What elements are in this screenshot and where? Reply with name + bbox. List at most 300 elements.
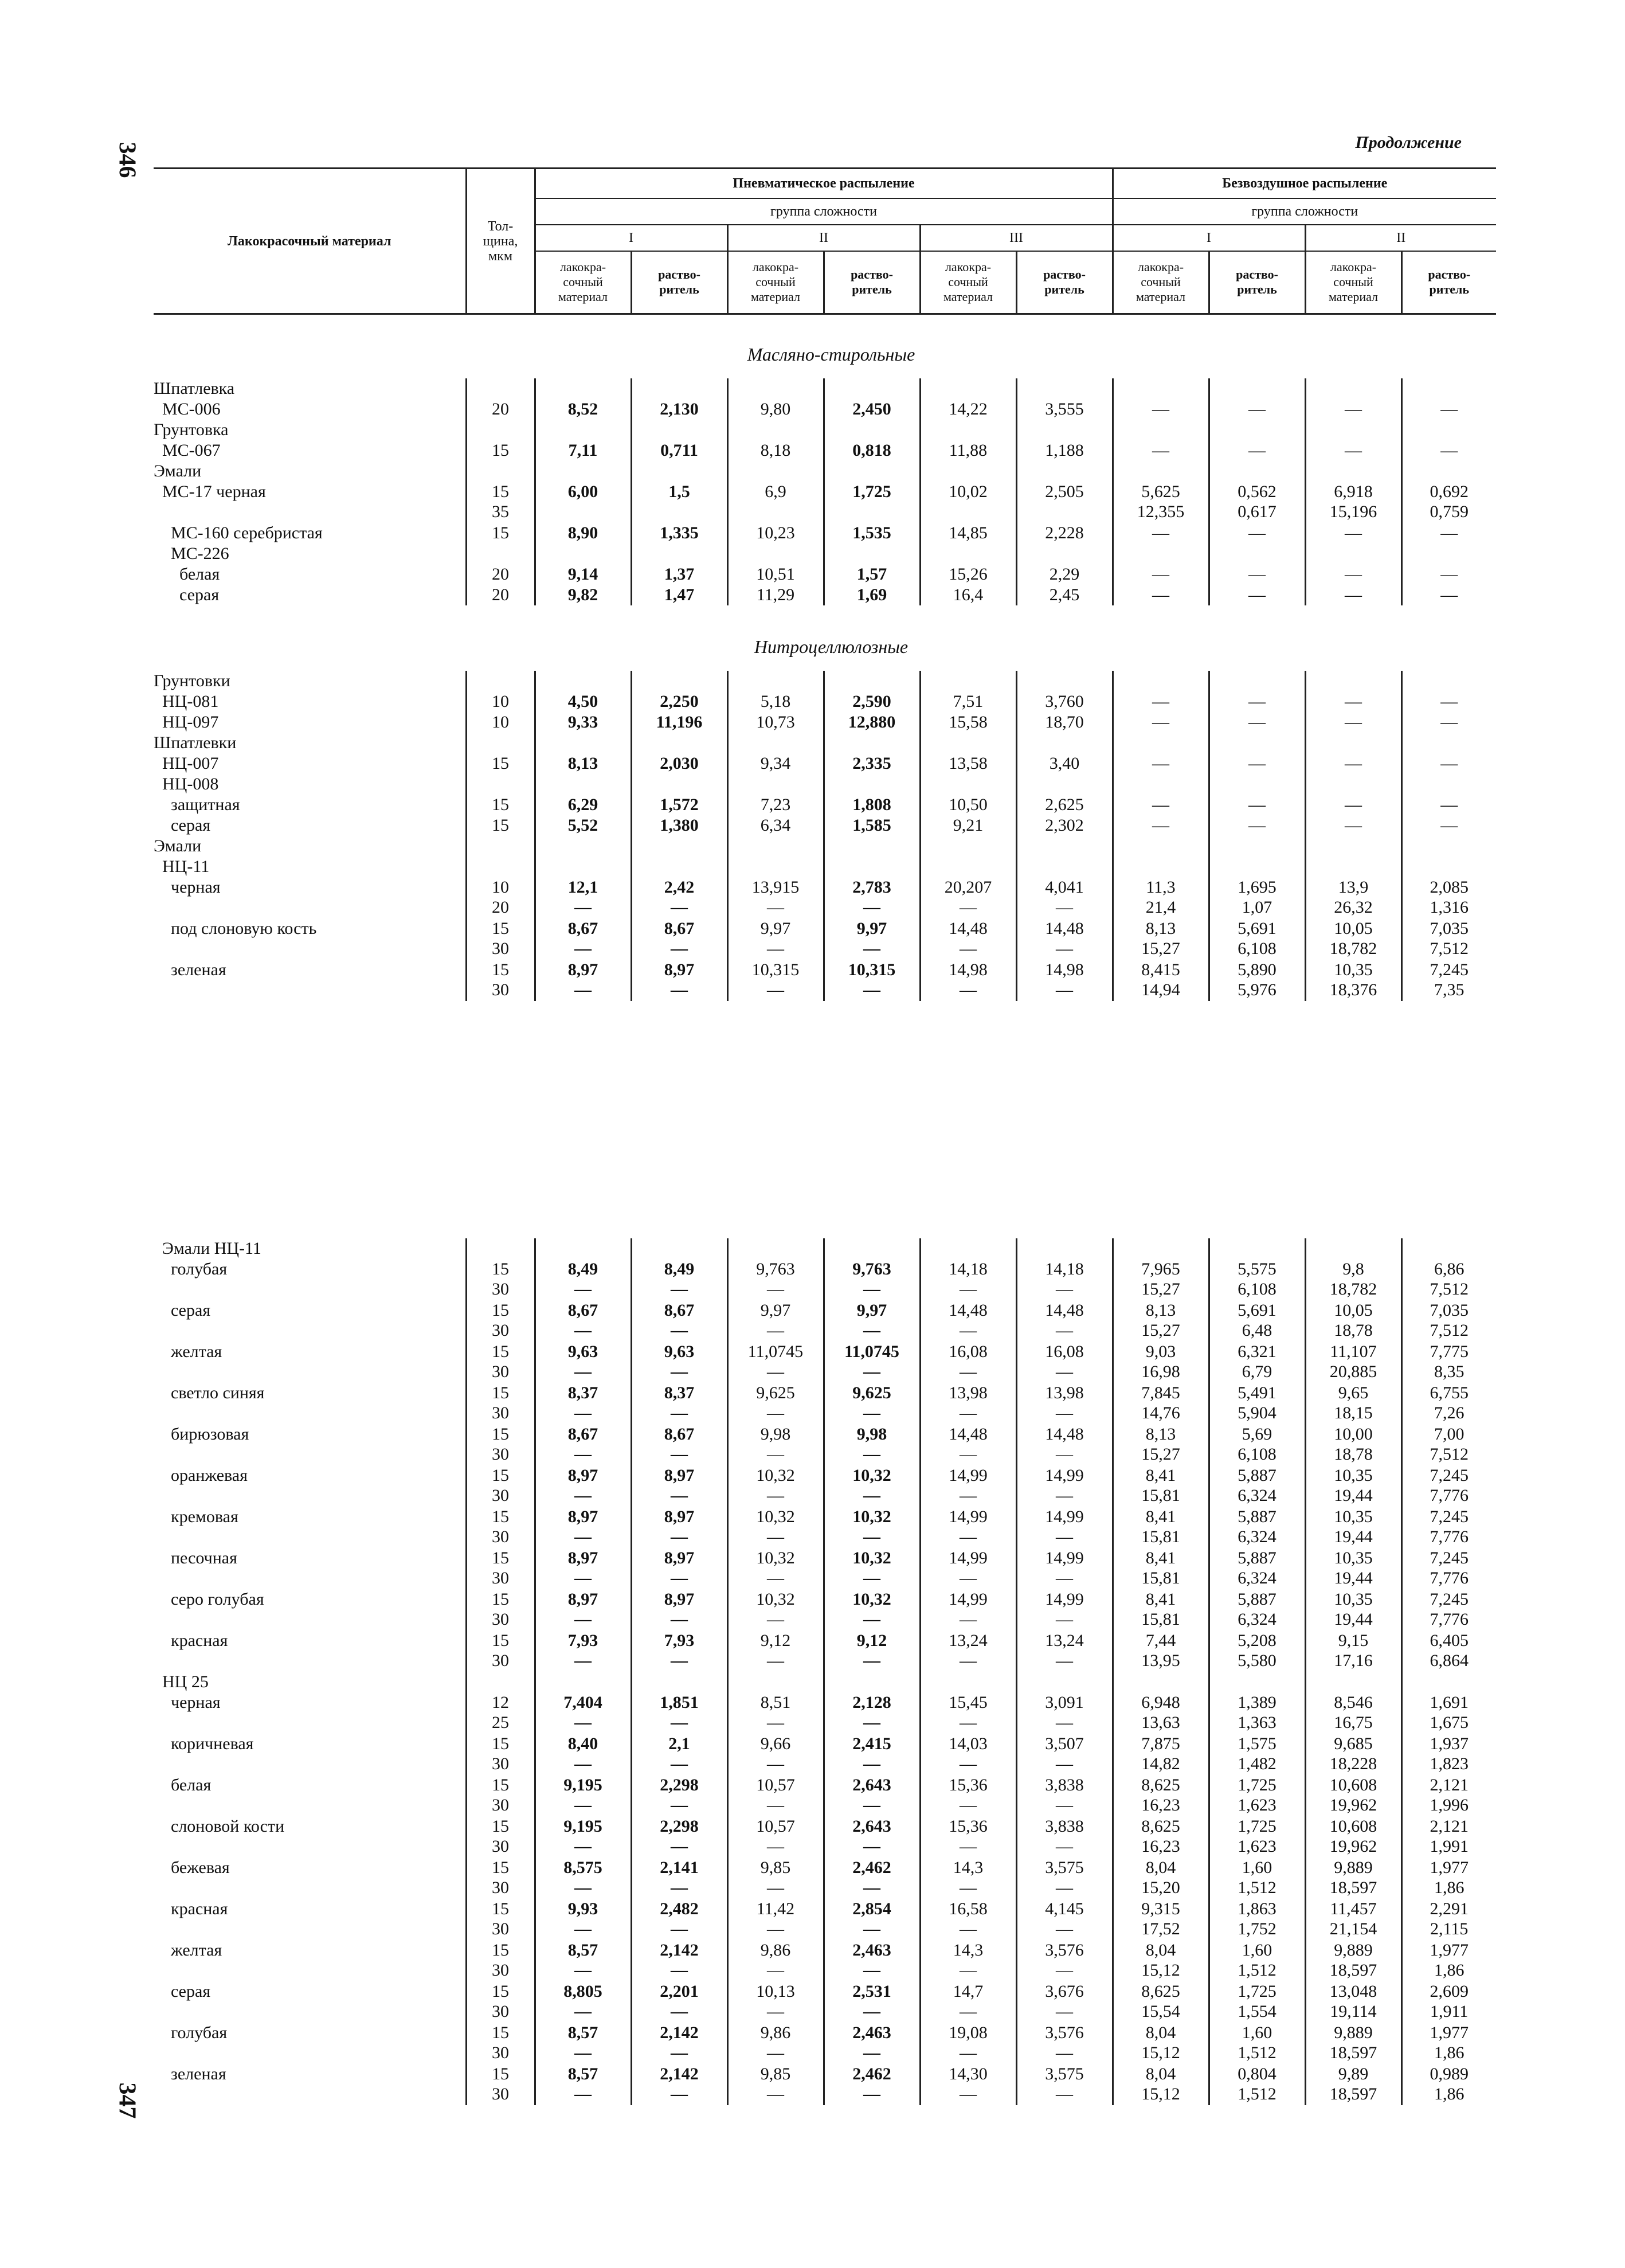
value-cell: 7,44 13,95 [1113,1630,1209,1672]
value-cell: 14,99 — [1016,1548,1113,1589]
value-cell [920,836,1016,857]
value-cell: 14,98 — [920,960,1016,1001]
value-cell: 7,93 — [535,1630,631,1672]
value-cell [824,1672,920,1692]
table-row [154,1940,1496,1981]
value-cell: 14,18 — [920,1259,1016,1300]
value-cell: 10,73 [727,712,824,733]
value-cell: 8,57 — [535,1940,631,1981]
value-cell: — [1209,585,1305,605]
value-cell [1401,461,1496,482]
material-name: голубая [154,1260,228,1278]
thickness-cell: 15 30 [466,1507,535,1548]
value-cell: — [1113,691,1209,712]
material-name: белая [154,1776,212,1794]
table-row [154,877,1496,918]
value-cell: 0,711 [631,440,727,461]
value-cell: 1,37 [631,564,727,585]
thickness-cell: 15 30 [466,1548,535,1589]
value-cell: 9,12 — [824,1630,920,1672]
material-name: Шпатлевка [154,379,235,398]
material-name: красная [154,1631,228,1650]
thickness-cell [466,836,535,857]
value-cell: 8,37 — [535,1383,631,1424]
value-cell: 2,030 [631,753,727,774]
value-cell: 6,755 7,26 [1401,1383,1496,1424]
material-name: голубая [154,2023,228,2042]
value-cell: 18,70 [1016,712,1113,733]
value-cell: 10,32 — [824,1507,920,1548]
value-cell: 8,13 15,27 [1113,1424,1209,1465]
value-cell [727,378,824,399]
value-cell: 13,98 — [1016,1383,1113,1424]
thickness-cell: 15 30 [466,1342,535,1383]
value-cell: 1,5 [631,482,727,523]
value-cell [1016,543,1113,564]
value-cell [727,543,824,564]
value-cell: 8,805 — [535,1981,631,2023]
value-cell: 9,86 — [727,2023,824,2064]
value-cell: 9,889 18,597 [1305,2023,1401,2064]
material-name: бирюзовая [154,1425,249,1444]
value-cell: 9,763 — [824,1259,920,1300]
value-cell [1209,543,1305,564]
value-cell: 10,02 [920,482,1016,523]
value-cell: 9,63 — [535,1342,631,1383]
thickness-cell: 10 [466,712,535,733]
value-cell: 2,130 [631,399,727,420]
thickness-cell: 15 30 [466,1259,535,1300]
value-cell [1113,1672,1209,1692]
value-cell [1113,1238,1209,1259]
value-cell [824,671,920,691]
value-cell: 7,245 7,35 [1401,960,1496,1001]
value-cell: 7,23 [727,795,824,815]
header-pn-g1: I [535,225,727,251]
value-cell: 5,691 6,108 [1209,918,1305,960]
value-cell: 10,608 19,962 [1305,1816,1401,1858]
value-cell: 6,29 [535,795,631,815]
value-cell: 11,88 [920,440,1016,461]
material-name: красная [154,1899,228,1918]
value-cell: 2,463 — [824,1940,920,1981]
value-cell: 1,60 1,512 [1209,1940,1305,1981]
value-cell: 5,52 [535,815,631,836]
value-cell: 10,35 19,44 [1305,1507,1401,1548]
thickness-cell: 15 [466,440,535,461]
thickness-cell: 15 30 [466,2064,535,2105]
value-cell: 11,196 [631,712,727,733]
value-cell [824,733,920,753]
value-cell: 8,97 — [631,1589,727,1630]
value-cell: 8,13 15,27 [1113,1300,1209,1342]
value-cell: 1,535 [824,523,920,543]
value-cell: 15,58 [920,712,1016,733]
value-cell: 0,562 0,617 [1209,482,1305,523]
value-cell: — [1209,523,1305,543]
value-cell: 2,783 — [824,877,920,918]
table-oil [154,378,1496,605]
thickness-cell [466,543,535,564]
value-cell: 1,977 1,86 [1401,2023,1496,2064]
value-cell: 9,89 18,597 [1305,2064,1401,2105]
value-cell: — [1305,523,1401,543]
value-cell [535,378,631,399]
value-cell: — [1401,564,1496,585]
value-cell: 7,245 7,776 [1401,1465,1496,1507]
value-cell [1401,774,1496,795]
value-cell: 10,315 — [727,960,824,1001]
value-cell: 8,625 15,54 [1113,1981,1209,2023]
table-row [154,1342,1496,1383]
value-cell: 10,05 18,782 [1305,918,1401,960]
value-cell: — [1401,399,1496,420]
material-name: слоновой кости [154,1817,285,1836]
value-cell: 14,22 [920,399,1016,420]
value-cell: 5,890 5,976 [1209,960,1305,1001]
value-cell: 15,36 — [920,1816,1016,1858]
value-cell [535,836,631,857]
value-cell: 11,0745 — [727,1342,824,1383]
material-name: желтая [154,1342,222,1361]
value-cell: — [1401,815,1496,836]
value-cell: 6,405 6,864 [1401,1630,1496,1672]
value-cell: 11,457 21,154 [1305,1899,1401,1940]
value-cell: 8,41 15,81 [1113,1507,1209,1548]
value-cell: 14,85 [920,523,1016,543]
value-cell: 7,965 15,27 [1113,1259,1209,1300]
thickness-cell: 20 [466,564,535,585]
value-cell: 8,49 — [535,1259,631,1300]
material-name: бежевая [154,1858,230,1877]
value-cell: 10,51 [727,564,824,585]
header-solvent: раство- ритель [1209,251,1305,314]
value-cell [1113,378,1209,399]
value-cell: 8,67 — [535,1424,631,1465]
value-cell: 9,98 — [824,1424,920,1465]
material-name: МС-067 [154,441,221,460]
value-cell [1016,733,1113,753]
value-cell: 14,3 — [920,1858,1016,1899]
value-cell: 9,66 — [727,1734,824,1775]
value-cell [1305,857,1401,877]
material-name: МС-226 [154,544,229,563]
material-name: Эмали [154,462,202,480]
value-cell: 10,50 [920,795,1016,815]
value-cell: 13,048 19,114 [1305,1981,1401,2023]
value-cell: 1,695 1,07 [1209,877,1305,918]
value-cell: 8,52 [535,399,631,420]
value-cell: 8,57 — [535,2064,631,2105]
value-cell: 9,33 [535,712,631,733]
table-row [154,1734,1496,1775]
value-cell: 1,977 1,86 [1401,1940,1496,1981]
value-cell: 5,208 5,580 [1209,1630,1305,1672]
value-cell: — [1305,399,1401,420]
value-cell: 3,40 [1016,753,1113,774]
value-cell: — [1209,564,1305,585]
value-cell: 1,977 1,86 [1401,1858,1496,1899]
value-cell: 11,29 [727,585,824,605]
value-cell: 1,57 [824,564,920,585]
value-cell: 9,82 [535,585,631,605]
table-row [154,1816,1496,1858]
value-cell: — [1209,440,1305,461]
thickness-cell: 15 30 [466,1940,535,1981]
value-cell [824,420,920,440]
thickness-cell: 15 30 [466,1383,535,1424]
value-cell: 3,760 [1016,691,1113,712]
value-cell: 9,315 17,52 [1113,1899,1209,1940]
table-row [154,543,1496,564]
value-cell [1016,461,1113,482]
value-cell [1209,774,1305,795]
value-cell: 12,1 — [535,877,631,918]
value-cell: 10,23 [727,523,824,543]
value-cell [631,857,727,877]
table-row [154,1300,1496,1342]
value-cell: 14,98 — [1016,960,1113,1001]
value-cell: 8,97 — [631,1548,727,1589]
value-cell: 9,195 — [535,1775,631,1816]
value-cell: — [1113,712,1209,733]
value-cell: 9,685 18,228 [1305,1734,1401,1775]
value-cell [920,774,1016,795]
value-cell: — [1113,440,1209,461]
value-cell: 9,80 [727,399,824,420]
header-solvent: раство- ритель [1401,251,1496,314]
value-cell [631,774,727,795]
table-row [154,378,1496,399]
value-cell: 9,34 [727,753,824,774]
table-row [154,960,1496,1001]
value-cell: 14,48 — [1016,1424,1113,1465]
thickness-cell [466,671,535,691]
value-cell: 1,389 1,363 [1209,1692,1305,1734]
value-cell [631,420,727,440]
thickness-cell: 15 [466,795,535,815]
value-cell: 5,69 6,108 [1209,1424,1305,1465]
value-cell: — [1113,564,1209,585]
value-cell: 1,575 1,482 [1209,1734,1305,1775]
value-cell [535,420,631,440]
value-cell: 9,85 — [727,1858,824,1899]
value-cell [1305,836,1401,857]
value-cell: 9,12 — [727,1630,824,1672]
value-cell: 10,32 — [727,1507,824,1548]
thickness-cell: 15 30 [466,1858,535,1899]
value-cell [727,733,824,753]
thickness-cell: 15 [466,523,535,543]
value-cell: 9,15 17,16 [1305,1630,1401,1672]
value-cell [1209,378,1305,399]
value-cell: 14,99 — [920,1507,1016,1548]
thickness-cell: 15 35 [466,482,535,523]
value-cell: 14,48 — [920,1300,1016,1342]
value-cell: 10,315 — [824,960,920,1001]
value-cell: 14,99 — [1016,1465,1113,1507]
value-cell [1209,836,1305,857]
value-cell [1401,671,1496,691]
value-cell: 16,08 — [1016,1342,1113,1383]
header-pneumatic: Пневматическое распыление [535,169,1113,198]
table-row [154,440,1496,461]
value-cell [1209,461,1305,482]
value-cell [1016,774,1113,795]
thickness-cell [466,1672,535,1692]
value-cell [1016,671,1113,691]
value-cell [920,1238,1016,1259]
table-row [154,1899,1496,1940]
value-cell: 6,34 [727,815,824,836]
value-cell: 1,937 1,823 [1401,1734,1496,1775]
value-cell: 8,415 14,94 [1113,960,1209,1001]
value-cell: 8,37 — [631,1383,727,1424]
section-oil: Масляно-стирольные [747,344,915,365]
table-row [154,399,1496,420]
material-name: Грунтовка [154,420,229,439]
value-cell: 9,763 — [727,1259,824,1300]
value-cell: 1,60 1,512 [1209,1858,1305,1899]
value-cell [920,420,1016,440]
value-cell: 8,97 — [535,1507,631,1548]
value-cell: 8,67 — [535,918,631,960]
value-cell: 0,818 [824,440,920,461]
value-cell: 9,625 — [824,1383,920,1424]
thickness-cell: 15 30 [466,1424,535,1465]
value-cell: 2,505 [1016,482,1113,523]
value-cell: — [1401,691,1496,712]
value-cell [1401,836,1496,857]
value-cell: 9,93 — [535,1899,631,1940]
value-cell: 10,05 18,78 [1305,1300,1401,1342]
value-cell [824,836,920,857]
thickness-cell [466,1238,535,1259]
value-cell [535,857,631,877]
table-nitro [154,671,1496,1001]
value-cell [1016,420,1113,440]
value-cell: 9,97 — [727,1300,824,1342]
value-cell: 7,245 7,776 [1401,1589,1496,1630]
table-row [154,1238,1496,1259]
value-cell [727,420,824,440]
table-row [154,795,1496,815]
thickness-cell: 15 30 [466,1816,535,1858]
value-cell [1113,461,1209,482]
header-paint: лакокра- сочный материал [920,251,1016,314]
value-cell: — [1305,564,1401,585]
table-row [154,461,1496,482]
value-cell: 9,98 — [727,1424,824,1465]
table-row [154,1775,1496,1816]
value-cell: 5,625 12,355 [1113,482,1209,523]
table-row [154,774,1496,795]
value-cell: 10,35 19,44 [1305,1589,1401,1630]
value-cell: — [1401,440,1496,461]
value-cell [920,543,1016,564]
table-row [154,585,1496,605]
table-header [154,167,1496,315]
value-cell: 14,48 — [1016,918,1113,960]
table-row [154,1259,1496,1300]
table-row [154,1507,1496,1548]
value-cell: 12,880 [824,712,920,733]
material-name: черная [154,878,221,897]
value-cell: 2,201 — [631,1981,727,2023]
value-cell: — [1401,585,1496,605]
header-group-airless: группа сложности [1113,198,1496,225]
value-cell: 13,9 26,32 [1305,877,1401,918]
value-cell: — [1209,691,1305,712]
value-cell [1209,857,1305,877]
value-cell: — [1401,523,1496,543]
value-cell: 2,1 — [631,1734,727,1775]
material-name: МС-006 [154,400,221,419]
material-name: оранжевая [154,1466,248,1485]
thickness-cell: 20 [466,399,535,420]
value-cell: 2,302 [1016,815,1113,836]
value-cell: — [1209,753,1305,774]
value-cell: 0,989 1,86 [1401,2064,1496,2105]
value-cell: 6,00 [535,482,631,523]
value-cell: 8,13 15,27 [1113,918,1209,960]
value-cell: 9,97 — [727,918,824,960]
value-cell [1401,857,1496,877]
material-name: серая [154,585,220,604]
value-cell: 2,463 — [824,2023,920,2064]
value-cell [631,543,727,564]
material-name: Шпатлевки [154,733,237,752]
value-cell: 10,13 — [727,1981,824,2023]
table-row [154,2023,1496,2064]
value-cell [1401,1238,1496,1259]
value-cell [535,461,631,482]
table-row [154,420,1496,440]
header-pn-g2: II [727,225,920,251]
value-cell: 9,195 — [535,1816,631,1858]
value-cell: 0,692 0,759 [1401,482,1496,523]
thickness-cell [466,774,535,795]
value-cell: 3,091 — [1016,1692,1113,1734]
value-cell: 2,335 [824,753,920,774]
value-cell: 8,97 — [535,1465,631,1507]
value-cell: — [1305,585,1401,605]
value-cell: 10,35 19,44 [1305,1548,1401,1589]
value-cell: 2,462 — [824,2064,920,2105]
value-cell [1113,857,1209,877]
value-cell: 2,854 — [824,1899,920,1940]
value-cell: — [1305,795,1401,815]
value-cell [1016,857,1113,877]
value-cell: 2,142 — [631,2023,727,2064]
thickness-cell: 10 [466,691,535,712]
value-cell: 1,725 1,554 [1209,1981,1305,2023]
value-cell: 8,575 — [535,1858,631,1899]
value-cell [1209,1672,1305,1692]
thickness-cell: 15 30 [466,2023,535,2064]
value-cell: 2,121 1,996 [1401,1775,1496,1816]
value-cell: 1,725 1,623 [1209,1775,1305,1816]
material-name: белая [154,565,220,584]
value-cell: 8,546 16,75 [1305,1692,1401,1734]
value-cell: 3,555 [1016,399,1113,420]
value-cell: 8,41 15,81 [1113,1548,1209,1589]
value-cell [824,774,920,795]
value-cell [1305,1238,1401,1259]
thickness-cell: 15 30 [466,1300,535,1342]
value-cell [727,461,824,482]
value-cell: 7,245 7,776 [1401,1548,1496,1589]
